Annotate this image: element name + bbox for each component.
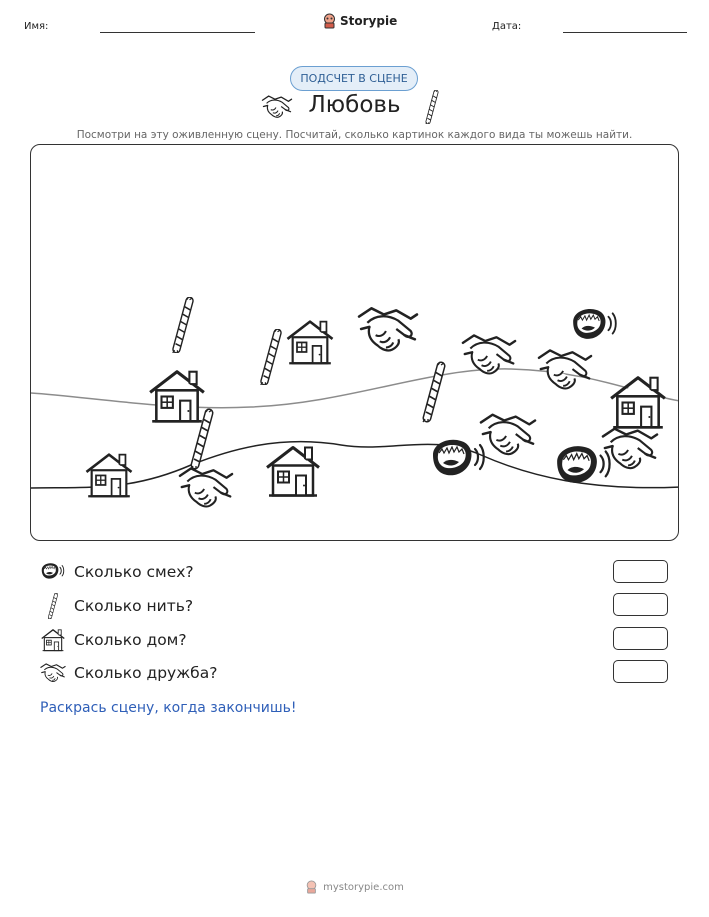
house-icon: [150, 372, 204, 422]
counting-scene: [30, 144, 679, 541]
name-label: Имя:: [24, 21, 49, 32]
house-icon: [40, 628, 66, 652]
footer: [0, 880, 709, 894]
house-icon: [267, 448, 319, 496]
instructions: Посмотри на эту оживленную сцену. Посчитай, сколько картинок каждого вида ты можешь найти.: [76, 129, 633, 141]
answer-box-house[interactable]: [613, 627, 668, 650]
title-thread-icon: [423, 90, 441, 124]
thread-icon: [40, 594, 66, 618]
thread-icon: [173, 297, 193, 353]
laugh-icon: [557, 446, 609, 483]
handshake-icon: [40, 661, 66, 685]
name-field-line[interactable]: [100, 32, 255, 33]
question-text: Сколько нить?: [74, 597, 194, 615]
thread-icon: [423, 362, 444, 422]
answer-box-thread[interactable]: [613, 593, 668, 616]
question-text: Сколько смех?: [74, 563, 194, 581]
activity-badge: ПОДСЧЕТ В СЦЕНЕ: [290, 66, 418, 91]
scene-illustration: [31, 145, 679, 541]
handshake-icon: [603, 429, 657, 468]
storypie-mascot-icon: [322, 13, 337, 29]
handshake-icon: [539, 350, 591, 388]
date-label: Дата:: [492, 21, 522, 32]
answer-box-laugh[interactable]: [613, 560, 668, 583]
finish-note: Раскрась сцену, когда закончишь!: [40, 700, 297, 716]
laugh-icon: [573, 309, 616, 339]
question-thread: [40, 594, 193, 618]
page-title: Любовь: [308, 92, 401, 118]
question-text: Сколько дружба?: [74, 664, 218, 682]
question-handshake: [40, 661, 217, 685]
question-text: Сколько дом?: [74, 631, 187, 649]
answer-box-handshake[interactable]: [613, 660, 668, 683]
handshake-icon: [463, 335, 515, 373]
laugh-icon: [433, 440, 484, 476]
thread-icon: [261, 329, 281, 385]
house-icon: [287, 322, 332, 364]
question-laugh: [40, 560, 194, 584]
brand-logo: [322, 13, 397, 29]
storypie-mascot-icon: [305, 880, 318, 894]
house-icon: [86, 455, 131, 497]
laugh-icon: [40, 560, 66, 584]
handshake-icon: [481, 415, 535, 454]
brand-name: Storypie: [340, 14, 398, 28]
date-field-line[interactable]: [563, 32, 687, 33]
handshake-icon: [180, 468, 232, 506]
handshake-icon: [359, 308, 417, 350]
footer-url[interactable]: mystorypie.com: [323, 881, 404, 893]
question-house: [40, 628, 187, 652]
